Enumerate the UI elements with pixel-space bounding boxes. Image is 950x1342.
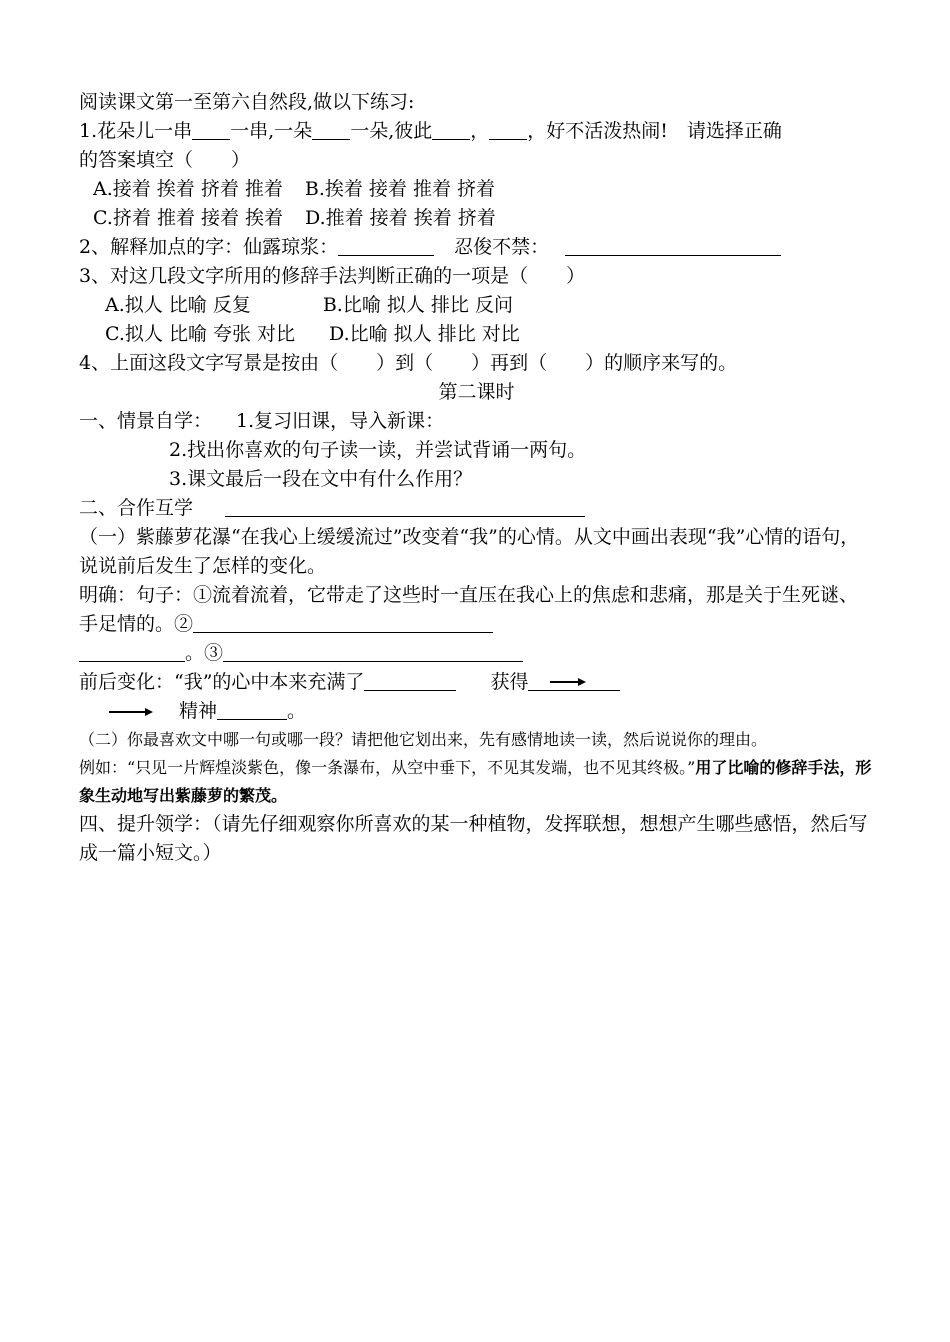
answer-text: 明确：句子：①流着流着，它带走了这些时一直压在我心上的焦虑和悲痛，那是关于生死谜、手足情的。② [79,584,859,635]
answer-blank[interactable] [225,497,585,517]
arrow-right-icon [528,672,620,691]
option-b[interactable]: B.挨着 接着 推着 挤着 [304,178,496,200]
option-d[interactable]: D.比喻 拟人 排比 对比 [329,323,520,345]
answer-blank[interactable] [312,120,350,140]
question-2 [79,233,874,262]
q3-options-row1 [79,291,874,320]
change-text: 。 [287,700,307,722]
section-1-item: 1.复习旧课，导入新课： [236,410,445,432]
example-text [79,754,874,810]
answer-blank[interactable] [489,120,527,140]
section-1-item: 3.课文最后一段在文中有什么作用？ [169,468,473,490]
answer-blank[interactable] [223,642,523,662]
answer-blank[interactable] [432,120,470,140]
answer-blank[interactable] [528,671,620,691]
option-a[interactable]: A.接着 挨着 挤着 推着 [93,178,283,200]
section-4: 四、提升领学：（请先仔细观察你所喜欢的某一种植物，发挥联想，想想产生哪些感悟，然后写成一篇小短文。） [79,813,868,864]
section-1-heading [79,407,874,436]
worksheet [79,88,874,868]
section-2-label: 二、合作互学 [79,497,194,519]
q1-text: 1.花朵儿一串 [79,120,193,142]
example-quote: 例如：“只见一片辉煌淡紫色，像一条瀑布，从空中垂下，不见其发端，也不见其终极。” [79,758,696,777]
example-analysis: 用了比喻的修辞手法，形象生动地写出紫藤萝的繁茂。 [79,758,872,805]
q1-text: 一串,一朵 [230,120,313,142]
section-2-part-1: （一）紫藤萝花瀑“在我心上缓缓流过”改变着“我”的心情。从文中画出表现“我”心情的语句，说说前后发生了怎样的变化。 [79,526,860,577]
question-4: 4、上面这段文字写景是按由（ ）到（ ）再到（ ）的顺序来写的。 [79,352,738,374]
q1-text: 一朵,彼此 [350,120,433,142]
change-text: 前后变化：“我”的心中本来充满了 [79,671,365,693]
section-2-part-2: （二）你最喜欢文中哪一句或哪一段？请把他它划出来，先有感情地读一读，然后说说你的理由。 [79,730,768,749]
q1-line2: 的答案填空（ ） [79,149,251,171]
option-a[interactable]: A.拟人 比喻 反复 [105,294,251,316]
answer-blank[interactable] [79,642,185,662]
answer-blank[interactable] [193,613,493,633]
change-line-2 [79,697,874,726]
option-c[interactable]: C.挤着 推着 接着 挨着 [93,207,284,229]
change-line [79,668,874,697]
answer-blank[interactable] [217,700,287,720]
section-1-label: 一、情景自学： [79,410,213,432]
answer-line-3 [79,639,874,668]
q1-options-row1 [79,175,874,204]
option-b[interactable]: B.比喻 拟人 排比 反问 [322,294,513,316]
q2-text: 2、解释加点的字：仙露琼浆： [79,236,339,258]
answer-blank[interactable] [338,236,434,256]
question-3: 3、对这几段文字所用的修辞手法判断正确的一项是（ ） [79,265,586,287]
answer-blank[interactable] [565,236,781,256]
question-1 [79,117,874,146]
intro-text: 阅读课文第一至第六自然段,做以下练习: [79,91,415,113]
option-d[interactable]: D.推着 接着 挨着 挤着 [305,207,496,229]
q1-text: ， [470,120,490,142]
change-text: 精神 [179,700,218,722]
q1-text: ，好不活泼热闹! 请选择正确 [527,120,782,142]
q1-options-row2 [79,204,874,233]
section-2-heading [79,494,874,523]
lesson-2-title: 第二课时 [438,381,515,403]
q2-text: 忍俊不禁： [454,236,550,258]
q3-options-row2 [79,320,874,349]
answer-blank[interactable] [364,671,456,691]
arrow-right-icon [79,702,179,722]
option-c[interactable]: C.拟人 比喻 夸张 对比 [105,323,296,345]
answer-sentences [79,581,874,639]
answer-text: 。③ [185,642,224,664]
answer-blank[interactable] [192,120,230,140]
change-text: 获得 [490,671,529,693]
section-1-item: 2.找出你喜欢的句子读一读，并尝试背诵一两句。 [169,439,587,461]
